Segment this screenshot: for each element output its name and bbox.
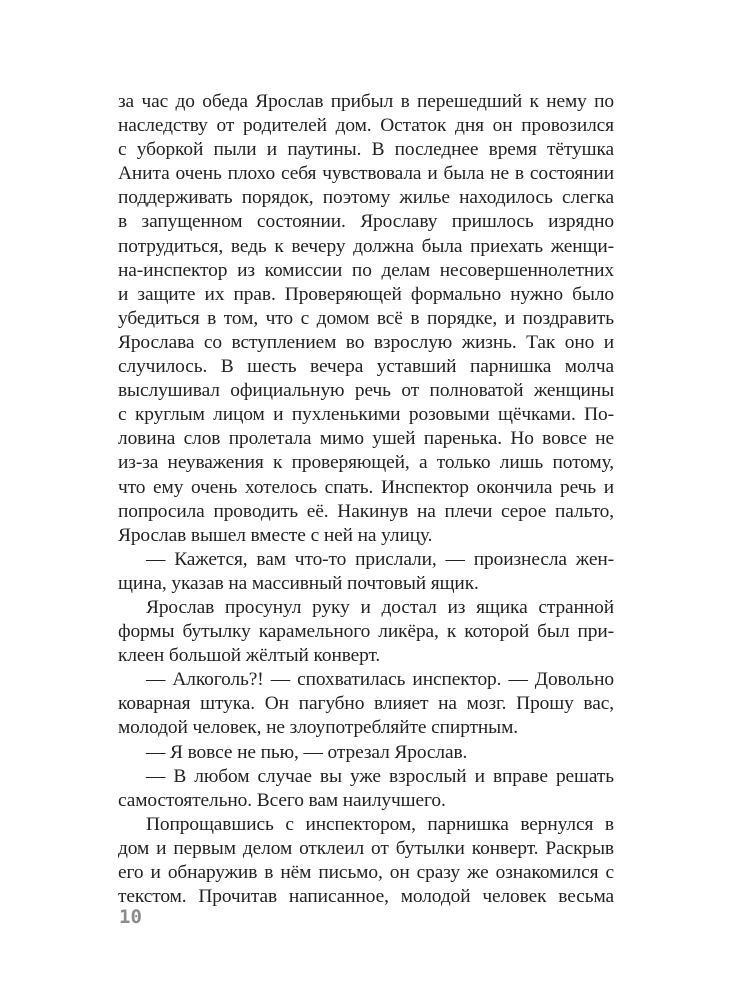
- text-line: — Кажется, вам что-то прислали, — произнесла жен-: [146, 548, 614, 570]
- text-line: с круглым лицом и пухленькими розовыми щёчками. По-: [118, 404, 614, 426]
- text-line: что ему очень хотелось спать. Инспектор окончила речь и: [118, 476, 614, 498]
- text-line: ловина слов пролетала мимо ушей паренька. Но вовсе не: [118, 428, 614, 450]
- text-line: за час до обеда Ярослав прибыл в перешедший к нему по: [118, 91, 614, 112]
- text-line: текстом. Прочитав написанное, молодой человек весьма: [118, 886, 614, 908]
- text-line: молодой человек, не злоупотребляйте спиртным.: [118, 717, 519, 739]
- text-line: Анита очень плохо себя чувствовала и была не в состоянии: [118, 163, 614, 185]
- text-line: убедиться в том, что с домом всё в порядке, и поздравить: [118, 307, 614, 329]
- text-line: попросила проводить её. Накинув на плечи серое пальто,: [118, 500, 614, 522]
- text-line: с уборкой пыли и паутины. В последнее время тётушка: [118, 139, 614, 161]
- text-line: коварная штука. Он пагубно влияет на мозг. Прошу вас,: [118, 693, 614, 715]
- text-line: потрудиться, ведь к вечеру должна была приехать женщи-: [118, 235, 614, 257]
- text-line: Ярослав вышел вместе с ней на улицу.: [118, 524, 433, 546]
- text-line: поддерживать порядок, поэтому жилье находилось слегка: [118, 187, 614, 209]
- text-line: выслушивал официальную речь от полноватой женщины: [118, 380, 614, 402]
- text-line: — Я вовсе не пью, — отрезал Ярослав.: [146, 741, 468, 763]
- text-line: Попрощавшись с инспектором, парнишка вернулся в: [146, 813, 614, 835]
- text-line: — В любом случае вы уже взрослый и вправе решать: [146, 765, 614, 787]
- text-line: и защите их прав. Проверяющей формально нужно было: [118, 283, 614, 305]
- text-line: Ярослава со вступлением во взрослую жизнь. Так оно и: [118, 331, 614, 353]
- text-line: дом и первым делом отклеил от бутылки конверт. Раскрыв: [118, 837, 614, 859]
- body-text: [118, 90, 614, 909]
- text-line: случилось. В шесть вечера уставший парнишка молча: [118, 356, 614, 378]
- text-line: в запущенном состоянии. Ярославу пришлось изрядно: [118, 211, 614, 233]
- text-line: наследству от родителей дом. Остаток дня он провозился: [118, 115, 614, 137]
- text-line: его и обнаружив в нём письмо, он сразу же ознакомился с: [118, 862, 614, 883]
- text-line: клеен большой жёлтый конверт.: [118, 645, 381, 667]
- text-line: Ярослав просунул руку и достал из ящика странной: [146, 596, 614, 618]
- text-line: на-инспектор из комиссии по делам несовершеннолетних: [118, 259, 614, 281]
- text-line: — Алкоголь?! — спохватилась инспектор. — Довольно: [146, 669, 614, 691]
- text-line: самостоятельно. Всего вам наилучшего.: [118, 789, 446, 811]
- text-line: щина, указав на массивный почтовый ящик.: [118, 572, 479, 594]
- text-line: формы бутылку карамельного ликёра, к которой был при-: [118, 621, 614, 643]
- page-number: 10: [119, 906, 142, 928]
- text-line: из-за неуважения к проверяющей, а только лишь потому,: [118, 452, 614, 474]
